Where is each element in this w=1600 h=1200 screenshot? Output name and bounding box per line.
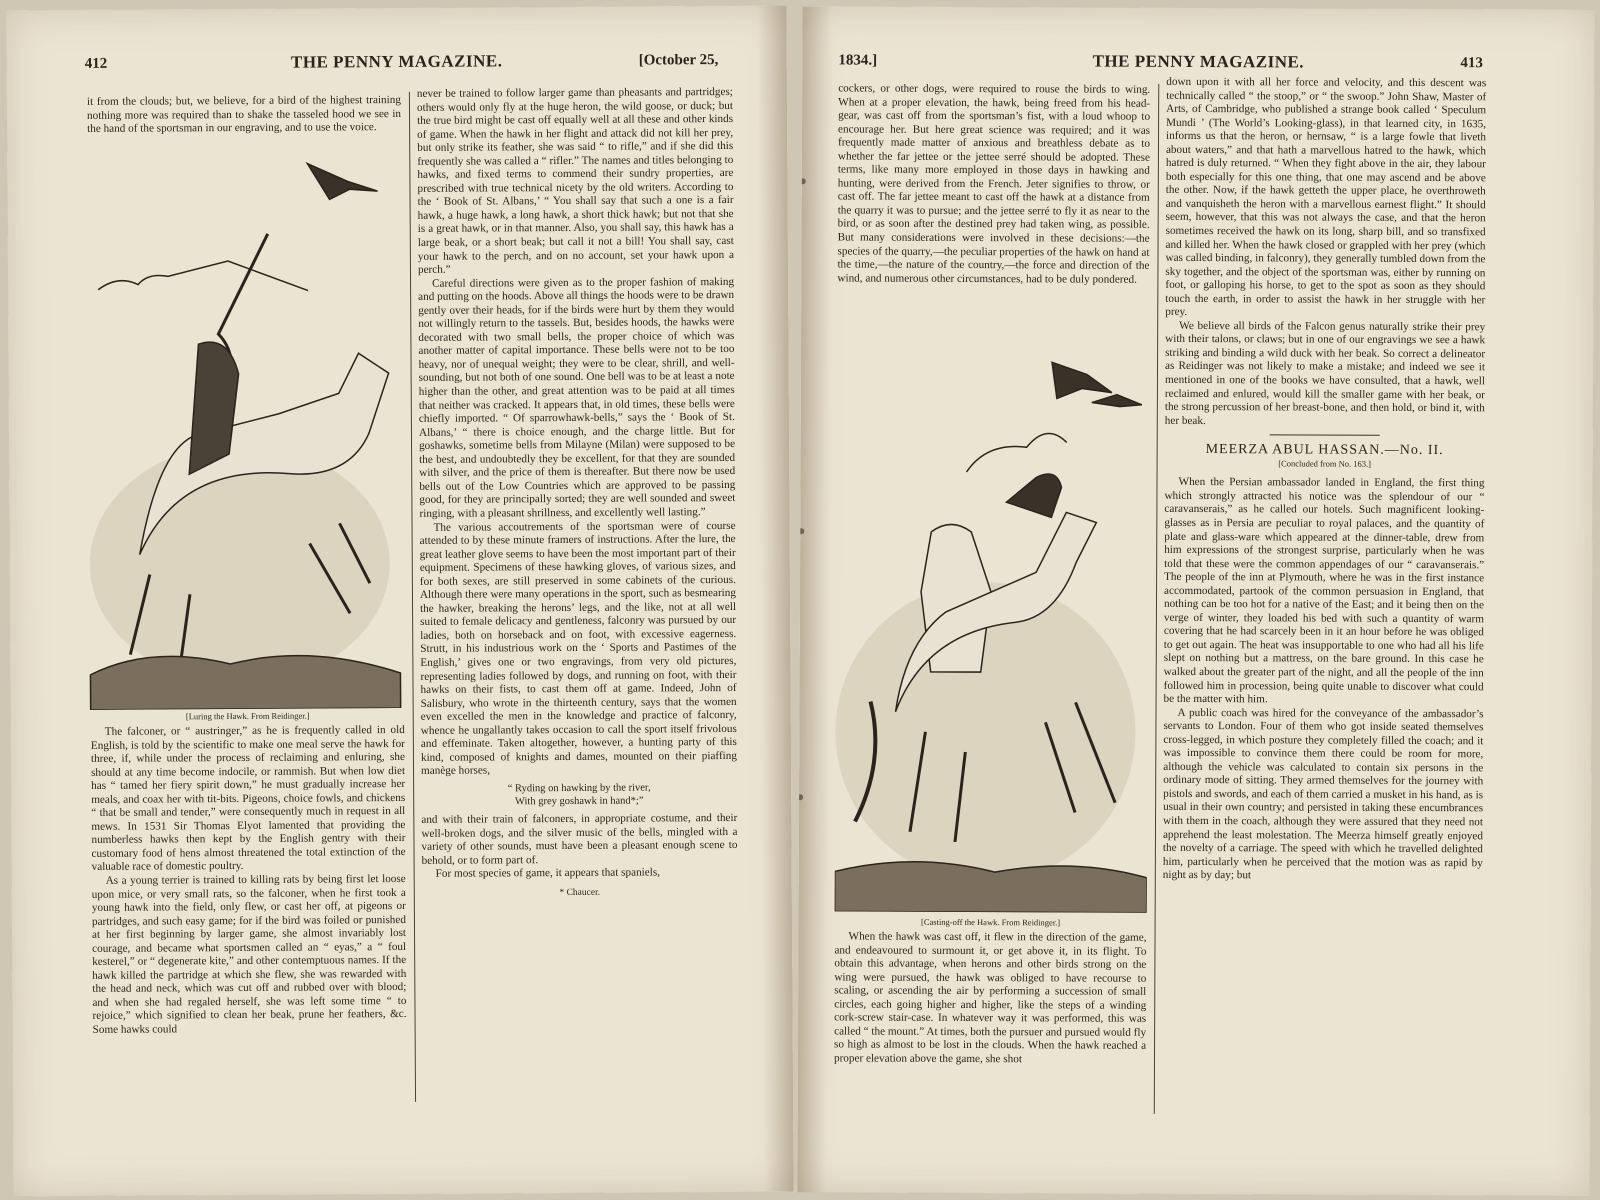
section-divider (1270, 435, 1380, 436)
issue-date: [October 25, (638, 52, 719, 69)
paragraph: never be trained to follow larger game than pheasants and partridges; others would only fly at the huge heron, the wild goose, or duck; but the true bird might be cast off equally well at all these and other kinds of game. When the hawk in her flight and attack did not kill her prey, but only strike its feather, she was said “ to rifle,” and if she did this frequently she was called a “ rifler.” The names and titles belonging to hawks, and fixed terms to commend their sundry properties, are prescribed with true technical nicety by the old writers. According to the ‘ Book of St. Albans,’ “ You shall say that such a one is a fair hawk, a huge hawk, a long hawk, a short thick hawk; but not that she is a great hawk, or in that manner. Also, you shall say, this hawk has a large beak, or a short beak; but call it not a bill! You shall say, cast your hawk to the perch, and on no account, set your hawk upon a perch.” (416, 85, 734, 276)
binding-hole (798, 528, 804, 534)
paragraph: down upon it with all her force and velocity, and this descent was technically called “ the stoop,” or “ the swoop.” John Shaw, Master of Arts, of Cambridge, who published a strange book called ‘ Speculum Mundi ’ (The World’s Looking-glass), in that learned city, in 1635, informs us that the heron, or hernsaw, “ is a large fowle that liveth about waters,” and that hath a marvellous hatred to the hawk, which hatred is duly returned. “ When they fight above in the air, they labour both especially for this one thing, that one may ascend and be above the other. Now, if the hawk getteth the upper place, he overthroweth and vanquisheth the heron with a marvellous earnest flight.” It should seem, however, that this was not always the case, and that the heron sometimes received the hawk on its long, sharp bill, and so transfixed and killed her. When the hawk closed or grappled with her prey (which was called binding, in falconry), they generally tumbled down from the sky together, and the object of the sportsman was, either by running on foot, or galloping his horse, to get to the spot as soon as they should touch the earth, in order to assist the hawk in her struggle with her prey. (1165, 75, 1487, 319)
right-column-1-bottom (834, 930, 1147, 1067)
page-number: 413 (1460, 55, 1483, 72)
gutter-shadow (756, 6, 793, 1192)
right-column-2 (1163, 76, 1487, 884)
magazine-title: THE PENNY MAGAZINE. (1092, 51, 1305, 72)
left-page-header (7, 52, 787, 81)
page-number: 412 (84, 55, 108, 72)
right-page (797, 6, 1594, 1195)
right-column-1-top (837, 82, 1150, 287)
paragraph: When the Persian ambassador landed in England, the first thing which strongly attracted his notice was the splendour of our “ caravanserais,” as he called our hotels. Such magnificent looking-glasses as in Persia are peculiar to royal palaces, and the quantity of plate and glass-ware which appeared at the dinner-table, drew from him expressions of the strongest surprise, particularly when he was told that these were the common appendages of our “ caravanserais.” The people of the inn at Plymouth, where he was in the first instance accommodated, partook of the common persuasion in England, that nothing can be too hot for a native of the East; and it being then on the verge of winter, they loaded his bed with such a quantity of warm covering that he had scarcely been in it an hour before he was obliged to get out again. The heat was insupportable to one who had all his life slept on nothing but a mattress, on the bare ground. In this case he walked about the greater part of the night, and all the people of the inn followed him in procession, being quite unable to discover what could be the matter with him. (1163, 476, 1485, 706)
engraving-horseman-with-lure (77, 153, 410, 710)
paragraph: The falconer, or “ austringer,” as he is frequently called in old English, is told by the scientific to make one meal serve the hawk for three, if, while under the process of reclaiming and enluring, she should at any time become indocile, or rammish. But when low diet has “ tamed her fiery spirit down,” he must gradually increase her meals, and coax her with tit-bits. Pigeons, choice fowls, and chickens “ that be small and tender,” were consequently much in request in all mews. In 1531 Sir Thomas Elyot lamented that providing the numberless hawks then kept by the English gentry with their customary food of hens almost threatened the total extinction of the valuable race of domestic poultry. (90, 723, 406, 874)
binding-hole (797, 794, 803, 800)
illustration-caption: [Casting-off the Hawk. From Reidinger.] (920, 916, 1061, 928)
paragraph: When the hawk was cast off, it flew in the direction of the game, and endeavoured to surmount it, or get above it, in its flight. To obtain this advantage, when herons and other birds strong on the wing were pursued, the hawk was obliged to have recourse to scaling, or ascending the air by performing a succession of small circles, each going higher and higher, like the steps of a winding cork-screw stair-case. In whatever way it was performed, this was called “ the mount.” At times, both the pursuer and pursued would fly so high as almost to be lost in the clouds. When the hawk reached a proper elevation above the game, she shot (833, 930, 1147, 1066)
paragraph: We believe all birds of the Falcon genus naturally strike their prey with their talons, or claws; but in one of our engravings we see a hawk striking and binding a wild duck with her beak. So correct a delineator as Reidinger was not likely to make a mistake; and indeed we see it mentioned in one of the books we have consulted, that a hawk, well reclaimed and enlured, would kill the smaller game with her beak, or the strong percussion of her breast-bone, and then hold, or bind it, with her beak. (1164, 319, 1486, 427)
illustration-caption: [Luring the Hawk. From Reidinger.] (185, 710, 310, 722)
binding-hole (800, 178, 806, 184)
paragraph: The various accoutrements of the sportsman were of course attended to by these minute framers of instructions. After the lure, the great leather glove seems to have been the most important part of their equipment. Specimens of these hawking gloves, of various sizes, and for both sexes, are still preserved in some cabinets of the curious. Although there were many operations in the sport, such as besmearing the hawker, breaking the herons’ legs, and the like, not at all well suited to female delicacy and gentleness, falconry was pursued by our ladies, both on horseback and on foot, with excessive eagerness. Strutt, in his industrious work on the ‘ Sports and Pastimes of the English,’ gives one or two engravings, from very old pictures, representing ladies followed by dogs, and running on foot, with their hawks on their fists, to cast them off at game. Indeed, John of Salisbury, who wrote in the thirteenth century, says that the women even excelled the men in the knowledge and practice of falconry, whence he ungallantly takes occasion to call the sport itself frivolous and effeminate. Taken altogether, however, a hunting party of this kind, composed of knights and dames, mounted on their piaffing manège horses, (419, 519, 737, 778)
issue-year: 1834.] (838, 52, 878, 69)
casting-off-the-hawk-illustration (835, 351, 1149, 912)
paragraph: and with their train of falconers, in appropriate costume, and their well-broken dogs, and the silver music of the bells, mingled with a variety of other sounds, must have been a pleasant enough scene to behold, or to form part of. (421, 811, 738, 867)
left-column-2 (417, 86, 738, 901)
paragraph: As a young terrier is trained to killing rats by being first let loose upon mice, or very small rats, so the falconer, when he first took a young hawk into the field, only flew, or cast her off, at pigeons or partridges, and such easy game; for if the bird was foiled or punished at her first beginning by larger game, she almost invariably lost courage, and became what sportsmen called an “ eyas,” a “ foul kesterel,” or “ degenerate kite,” and other contemptuous names. If the hawk killed the partridge at which she flew, she was rewarded with the head and neck, which was cut off and rubbed over with blood; and when she had regaled herself, she was left some time “ to rejoice,” which signified to clean her beak, prune her feathers, &c. Some hawks could (91, 872, 407, 1036)
left-column-1-bottom (91, 724, 407, 1037)
quote-line: With grey goshawk in hand*;” (514, 795, 644, 808)
magazine-title: THE PENNY MAGAZINE. (290, 51, 503, 72)
article-title: MEERZA ABUL HASSAN.—No. II. (1205, 442, 1444, 459)
paragraph: For most species of game, it appears that spaniels, (435, 866, 661, 880)
left-page (6, 6, 793, 1197)
paragraph: Careful directions were given as to the proper fashion of making and putting on the hoods. Above all things the hoods were to be drawn gently over their heads, for if the birds were hurt by them they would not willingly return to the tassels. But, besides hoods, the hawks were decorated with two small bells, the proper choice of which was another matter of capital importance. These bells were not to be too heavy, nor of unequal weight; they were to be clear, shrill, and well-sounding, but not both of one sound. One bell was to be at least a note higher than the other, and great attention was to be paid at all times that neither was cracked. It appears that, in old times, these bells were chiefly imported. “ Of sparrowhawk-bells,” says the ‘ Book of St. Albans,’ “ there is choice enough, and the charge little. But for goshawks, sometime bells from Milayne (Milan) were supposed to be the best, and undoubtedly they be excellent, for that they are sounded with silver, and the price of them is thereafter. But there now be used bells out of the Low Countries which are approved to be passing good, for they are principally sorted; they are well sounded and sweet ringing, with a pleasant shrillness, and excellently well lasting.” (418, 275, 736, 520)
binding-holes (803, 6, 1595, 9)
left-column-1-top (87, 94, 401, 137)
quote-line: “ Ryding on hawking by the river, (507, 782, 651, 795)
verse-quote (421, 781, 737, 810)
article-subtitle: [Concluded from No. 163.] (1278, 458, 1372, 469)
column-divider (1154, 84, 1159, 1114)
paragraph: cockers, or other dogs, were required to rouse the birds to wing. When at a proper elevation, the hawk, being freed from his head-gear, was cast off from the sportsman’s fist, with a loud whoop to encourage her. But here great science was required; and it was frequently made matter of anxious and breathless debate as to whether the far jettee or the jettee serré should be adopted. These terms, like many more employed in those days in hawking and hunting, were derived from the French. Jeter signifies to throw, or cast off. The far jettee meant to cast off the hawk at a distance from the quarry it was to pursue; and the jettee serré to fly it as near to the bird, or as soon after the destined prey had taken wing, as possible. But many considerations were involved in these decisions:—the species of the quarry,—the peculiar properties of the hawk on hand at the time,—the nature of the country,—the force and direction of the wind, and numerous other circumstances, had to be duly pondered. (837, 82, 1151, 286)
engraving-rider-casting-hawk (835, 351, 1149, 912)
paragraph: it from the clouds; but, we believe, for a bird of the highest training nothing more was required than to shake the tasseled hood we see in the hand of the sportsman in our engraving, and to use the voice. (86, 93, 402, 135)
footnote: * Chaucer. (559, 887, 601, 898)
paragraph: A public coach was hired for the conveyance of the ambassador’s servants to London. Four of them who got inside seated themselves cross-legged, in which posture they completely filled the coach; and it was impossible to convince them there could be room for more, although the vehicle was calculated to contain six persons in the ordinary mode of sitting. They armed themselves for the journey with pistols and swords, and each of them carried a musket in his hand, as is usual in their own country; and persisted in taking these encumbrances with them in the coach, although they were assured that they need not apprehend the least molestation. The Meerza himself greatly enjoyed the novelty of a carriage. The speed with which he travelled delighted him, particularly when he perceived that the motion was as rapid by night as by day; but (1162, 706, 1484, 882)
luring-the-hawk-illustration (77, 153, 410, 710)
